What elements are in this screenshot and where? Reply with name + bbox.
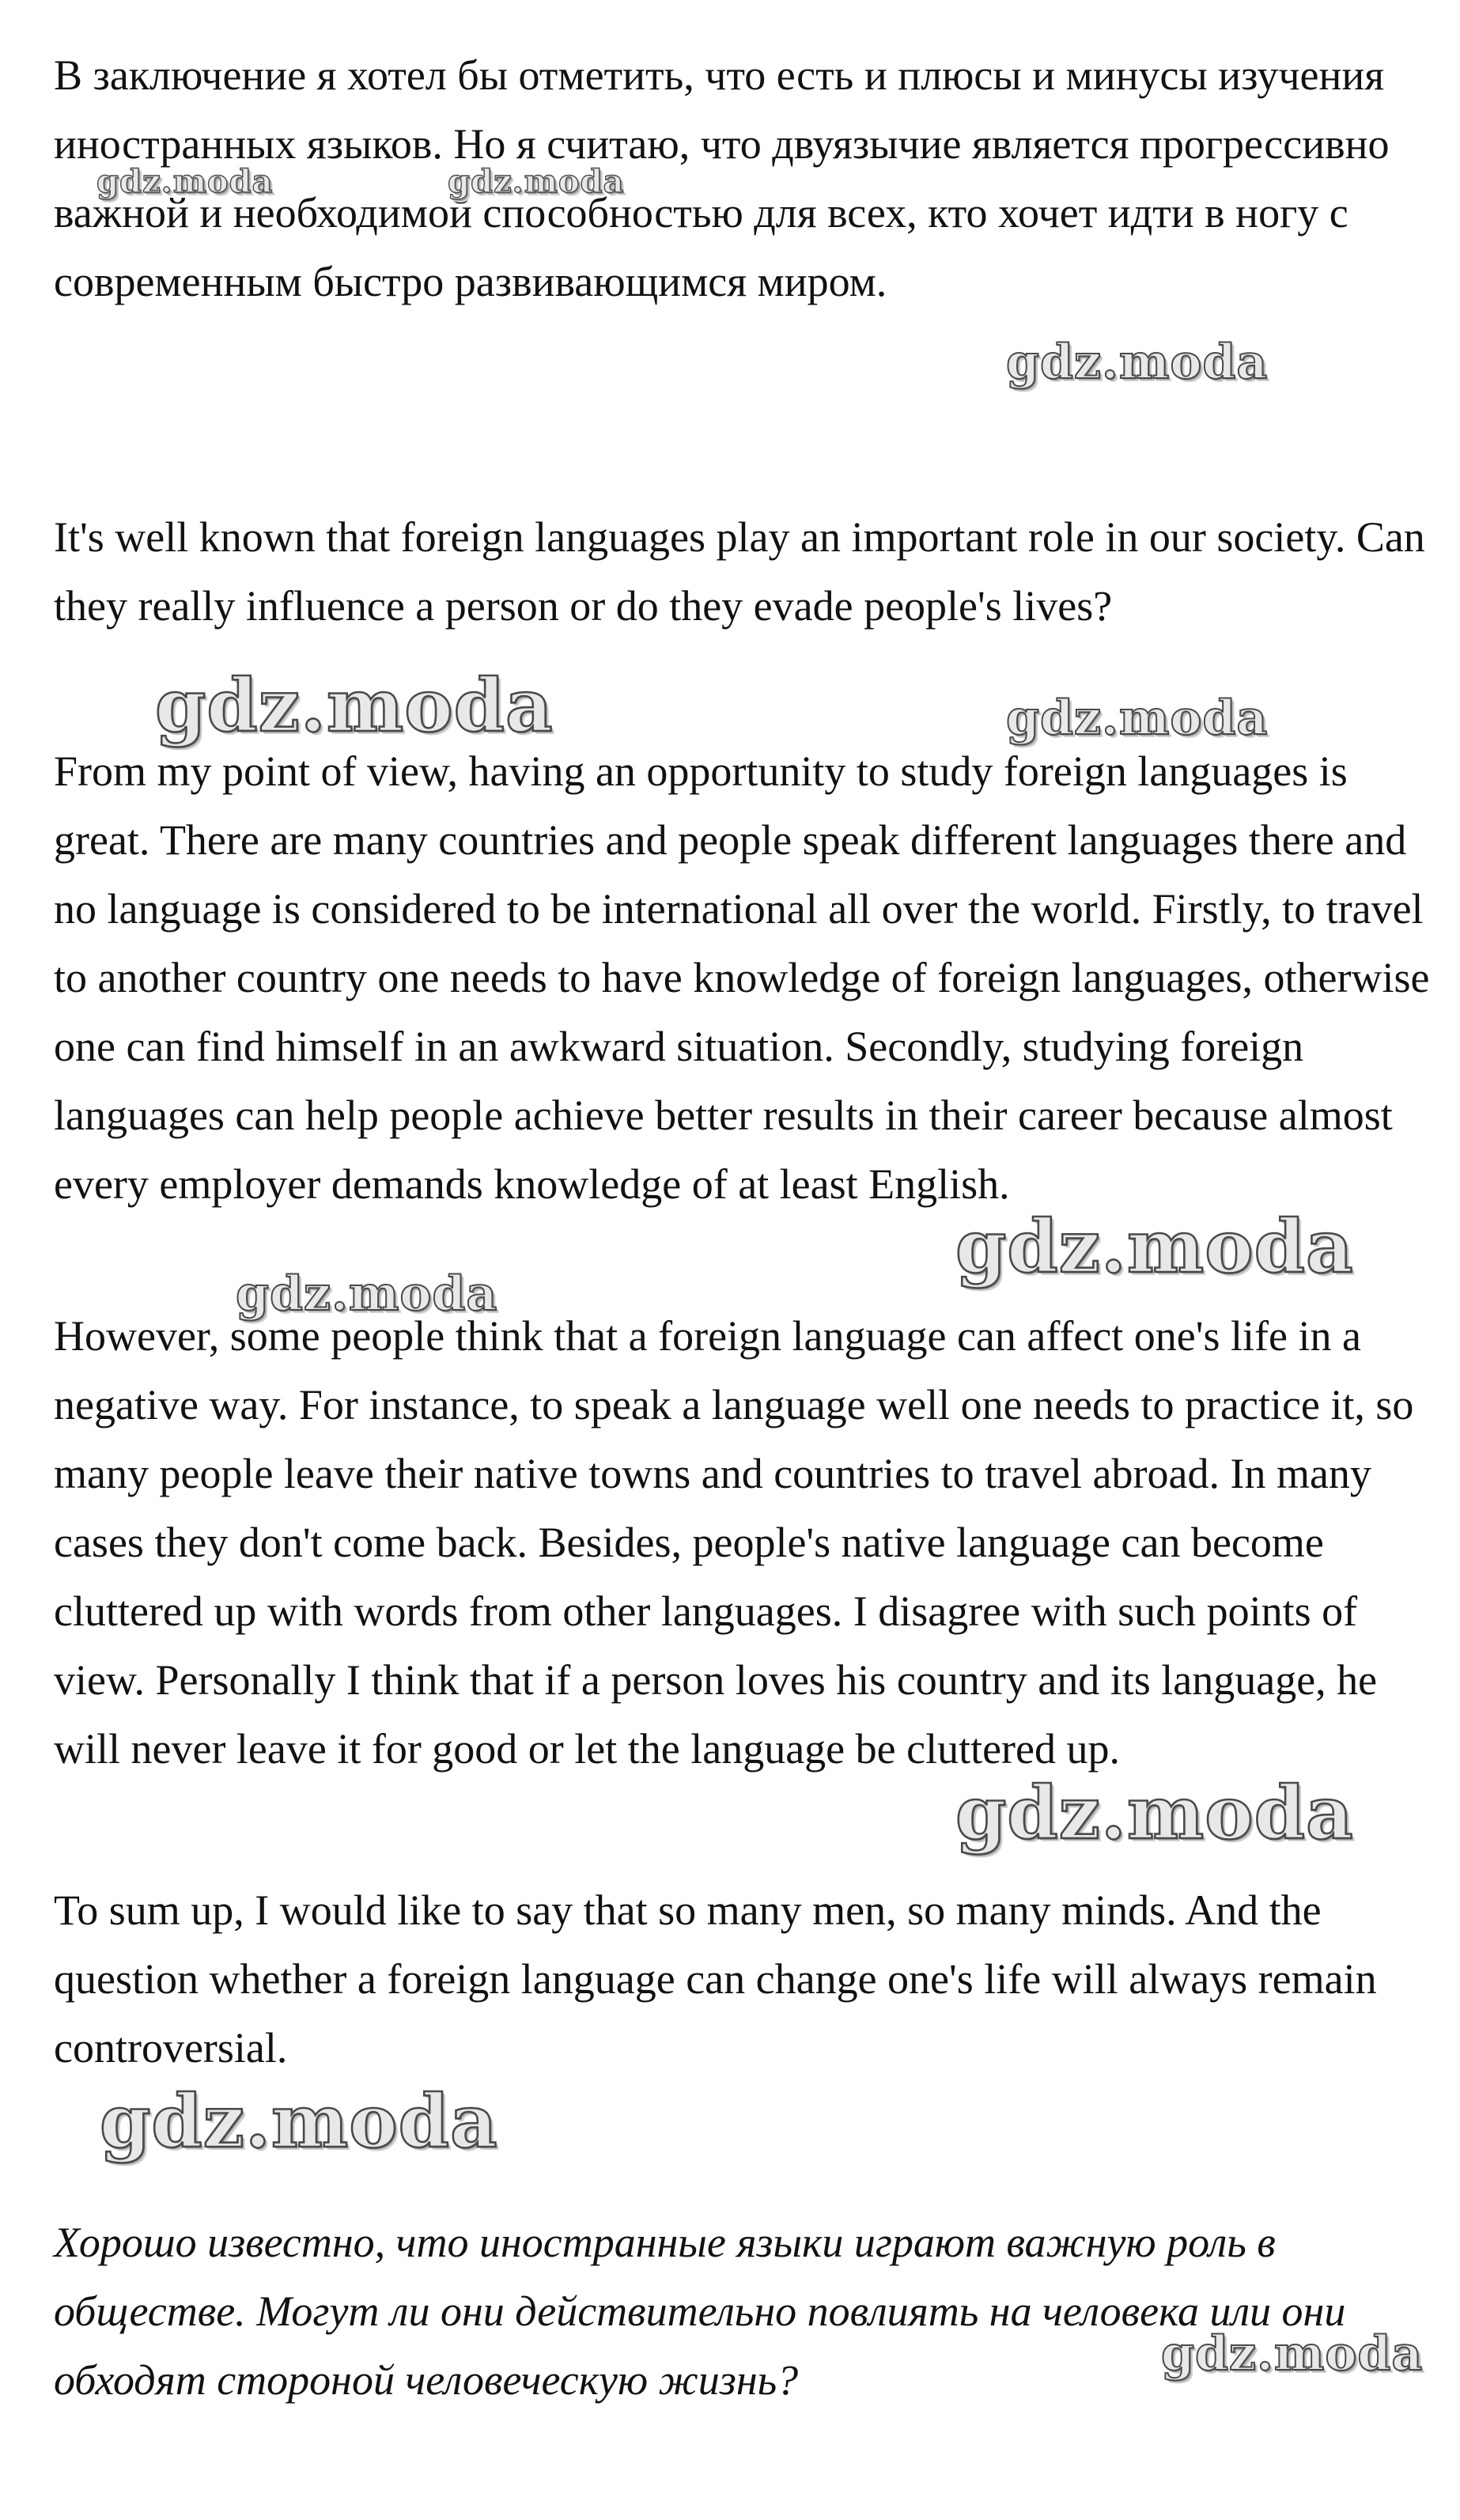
watermark: gdz.moda — [1161, 2326, 1424, 2382]
watermark: gdz.moda — [1006, 335, 1269, 390]
paragraph-ru-translation-intro: Хорошо известно, что иностранные языки играют важную роль в обществе. Могут ли они действительно повлиять на человека или они обходят стороной человеческую жизнь? — [54, 2219, 1346, 2404]
paragraph-en-pro: From my point of view, having an opportunity to study foreign languages is great. There are many countries and people speak different languages there and no language is considered to be international all over the world. Firstly, to travel to another country one needs to have knowledge of foreign languages, otherwise one can find himself in an awkward situation. Secondly, studying foreign languages can help people achieve better results in their career because almost every employer demands knowledge of at least English. — [54, 747, 1430, 1208]
paragraph-en-intro: It's well known that foreign languages play an important role in our society. Can they really influence a person or do they evade people's lives? — [54, 513, 1425, 630]
watermark: gdz.moda — [955, 1204, 1354, 1289]
watermark: gdz.moda — [155, 663, 554, 748]
paragraph-en-contra: However, some people think that a foreign language can affect one's life in a negative way. For instance, to speak a language well one needs to practice it, so many people leave their native towns and countries to travel abroad. In many cases they don't come back. Besides, people's native language can become cluttered up with words from other languages. I disagree with such points of view. Personally I think that if a person loves his country and its language, he will never leave it for good or let the language be cluttered up. — [54, 1312, 1414, 1773]
paragraph-ru-conclusion: В заключение я хотел бы отметить, что есть и плюсы и минусы изучения иностранных языков. Но я считаю, что двуязычие является прогрессивно важной и необходимой способностью для всех, кто хочет идти в ногу с современным быстро развивающимся миром. — [54, 51, 1390, 305]
paragraph-en-summary: To sum up, I would like to say that so many men, so many minds. And the question whether a foreign language can change one's life will always remain controversial. — [54, 1886, 1377, 2072]
watermark: gdz.moda — [955, 1770, 1354, 1856]
watermark: gdz.moda — [96, 163, 274, 200]
watermark: gdz.moda — [100, 2079, 498, 2164]
watermark: gdz.moda — [236, 1266, 498, 1322]
watermark: gdz.moda — [1006, 691, 1269, 746]
watermark: gdz.moda — [448, 163, 625, 200]
